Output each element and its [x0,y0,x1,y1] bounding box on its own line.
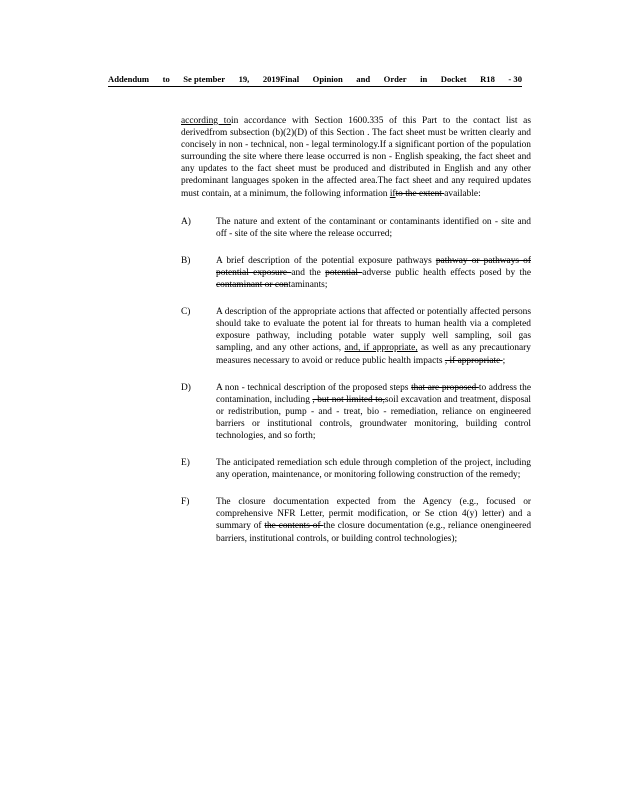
item-letter: C) [181,307,191,318]
list-item-f [181,496,531,544]
list-item-a [181,216,531,240]
deleted-text: that are proposed [411,382,479,393]
list-item-b [181,255,531,291]
inserted-text: according to [181,116,232,126]
item-letter: E) [181,458,190,469]
text-run: to address the contamination, including [216,382,531,405]
text-run: The closure documentation expected from the Agency (e.g., focused or comprehensive NFR Letter, permit modification, or Se ction 4(y) letter) and a summary of [216,497,531,532]
text-run: available: [444,188,481,199]
deleted-text: pathway or pathways of potential exposure [216,255,531,278]
text-run: in accordance with Section 1600.335 of this Part to the contact list as derived [181,116,531,139]
text-run: and the [291,267,326,278]
header-word: 2019Final [262,74,300,84]
item-letter: B) [181,255,191,266]
intro-paragraph [181,115,531,200]
inserted-text: and, if appropriate, [344,343,418,354]
header-word: in [420,74,428,84]
deleted-text: the contents of [264,521,324,532]
deleted-text: contaminant or con [216,280,289,291]
header-word: Order [383,74,407,84]
deleted-text: , if appropriate [444,355,503,366]
text-run: the closure documentation (e.g., reliance on [323,521,490,532]
text-run: ; [502,355,506,366]
text-run: The nature and extent of the contaminant or contaminants identified on - site and off - site of the site where the release occurred; [216,216,531,239]
item-text [216,306,531,366]
item-text [216,255,531,291]
header-word: Se ptember [183,74,226,84]
deleted-text: to the extent [395,188,445,199]
header-word: and [356,74,371,84]
deleted-text: potential [325,267,363,278]
item-text [216,496,531,544]
header-word: to [162,74,170,84]
header-word: R18 [480,74,495,84]
item-text [216,457,531,481]
inserted-text: if [389,188,396,199]
list-item-c [181,306,531,366]
item-text [216,216,531,240]
text-run: as well as any precautionary measures necessary to avoid or reduce public health impacts [216,343,531,366]
deleted-text: , but not limited to, [312,394,385,405]
item-text [216,382,531,442]
item-letter: F) [181,497,190,508]
text-run: A non - technical description of the proposed steps [216,382,412,393]
text-run: from subsection (b)(2)(D) of this Section . The fact sheet must be written clearly and concisely in non - technical, non - legal terminology.If a significant portion of the population surrounding the site where there lease occurred is non - English speaking, the fact sheet and any updates to the fact sheet must be produced and distributed in English and any other predominant languages spoken in the affected area.The fact sheet and any required updates must contain, at a minimum, the following information [181,128,531,199]
text-run: soil excavation and treatment, disposal or redistribution, pump - and - treat, bio - remediation, reliance on engineered barriers or institutional controls, groundwater monitoring, building control technologies, and so forth; [216,394,532,441]
text-run: The anticipated remediation sch edule through completion of the project, including any operation, maintenance, or monitoring following construction of the remedy; [216,458,531,481]
document-body [181,115,531,560]
header-word: Addendum [108,74,150,84]
header-word: Docket [440,74,467,84]
list-item-e [181,457,531,481]
header-word: 19, [238,74,250,84]
text-run: adverse public health effects posed by the [362,267,531,278]
running-header [108,74,522,87]
item-letter: D) [181,382,191,393]
text-run: A brief description of the potential exposure pathways [216,255,436,266]
text-run: engineered barriers, institutional controls, or building control technologies); [216,521,532,544]
header-word: Opinion [312,74,343,84]
list-item-d [181,382,531,442]
header-word: - 30 [508,74,522,84]
text-run: taminants; [288,280,328,291]
text-run: A description of the appropriate actions that affected or potentially affected persons should take to evaluate the potent ial for threats to human health via a completed exposure pathway, including potable water supply well sampling, soil gas sampling, and any other actions, [216,307,531,354]
item-letter: A) [181,216,191,227]
